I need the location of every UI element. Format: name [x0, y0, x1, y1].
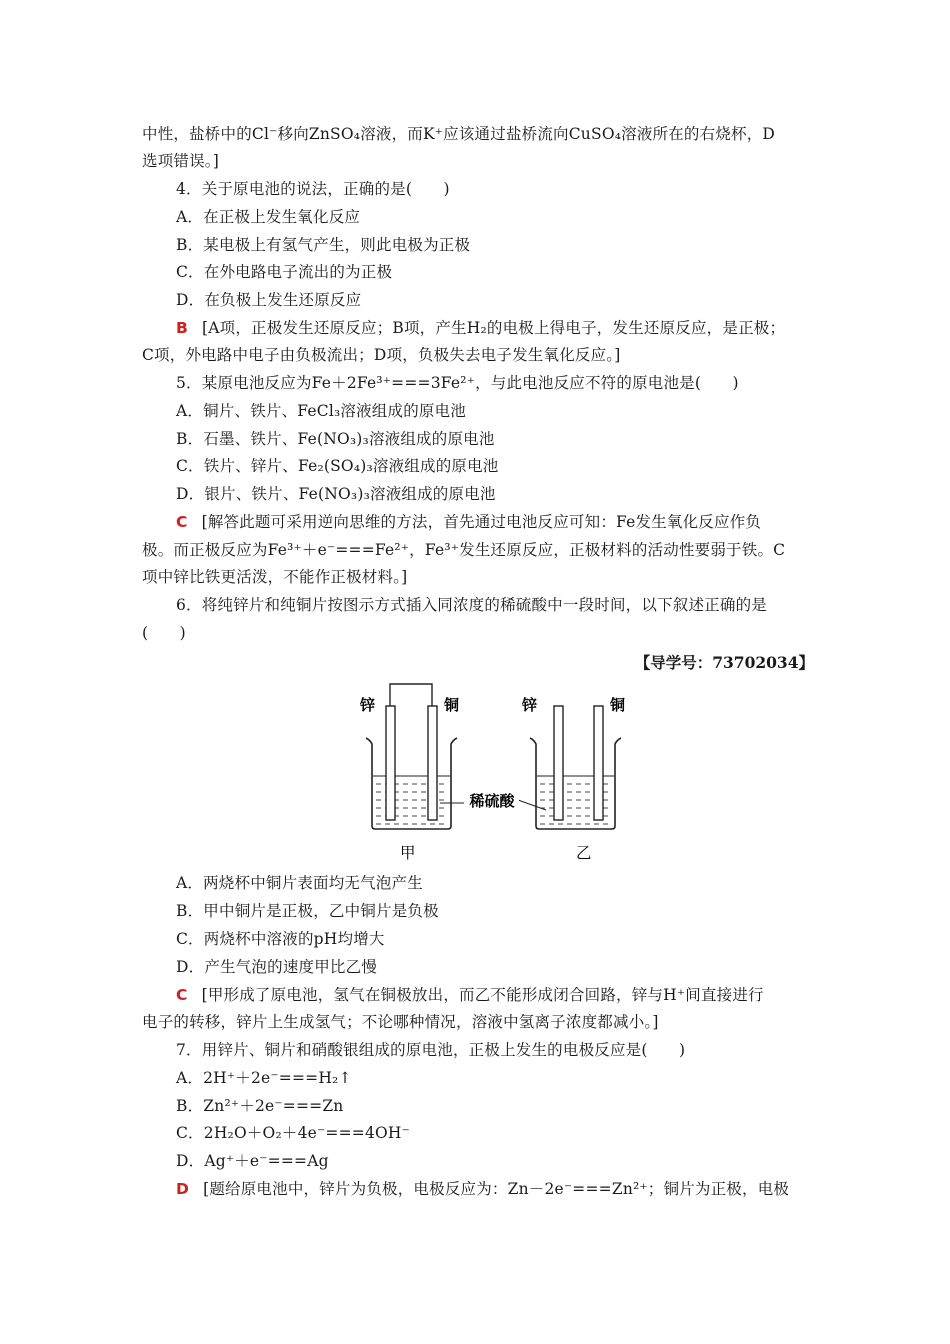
acid-label: 稀硫酸: [469, 792, 515, 810]
option-4a: A．在正极上发生氧化反应: [176, 208, 361, 226]
zinc-label: 锌: [522, 696, 538, 714]
text-line: 选项错误。]: [142, 152, 219, 170]
option-7b: B．Zn²⁺＋2e⁻===Zn: [176, 1097, 344, 1115]
answer-4: [176, 318, 816, 338]
option-5b: B．石墨、铁片、Fe(NO₃)₃溶液组成的原电池: [176, 430, 495, 448]
option-5d: D．银片、铁片、Fe(NO₃)₃溶液组成的原电池: [176, 485, 496, 503]
zinc-label: 锌: [360, 696, 376, 714]
answer-letter: C: [176, 986, 188, 1004]
option-5a: A．铜片、铁片、FeCl₃溶液组成的原电池: [176, 402, 467, 420]
option-4d: D．在负极上发生还原反应: [176, 291, 362, 309]
answer-5-cont: 项中锌比铁更活泼，不能作正极材料。]: [142, 568, 408, 586]
zinc-electrode: [386, 706, 395, 820]
answer-text: [题给原电池中，锌片为负极，电极反应为：Zn－2e⁻===Zn²⁺；铜片为正极，电极: [203, 1180, 790, 1198]
copper-electrode: [594, 706, 603, 820]
caption-jia: 甲: [400, 844, 416, 862]
option-6b: B．甲中铜片是正极，乙中铜片是负极: [176, 902, 439, 920]
option-6c: C．两烧杯中溶液的pH均增大: [176, 930, 385, 948]
answer-text: [解答此题可采用逆向思维的方法，首先通过电池反应可知：Fe发生氧化反应作负: [201, 513, 762, 531]
copper-label: 铜: [444, 696, 460, 714]
option-4c: C．在外电路电子流出的为正极: [176, 263, 393, 281]
answer-6-cont: 电子的转移，锌片上生成氢气；不论哪种情况，溶液中氢离子浓度都减小。]: [142, 1013, 659, 1031]
answer-letter: D: [176, 1180, 190, 1198]
connecting-wire: [390, 684, 432, 706]
question-5: 5．某原电池反应为Fe＋2Fe³⁺===3Fe²⁺，与此电池反应不符的原电池是( ): [176, 374, 739, 392]
question-4: 4．关于原电池的说法，正确的是( ): [176, 180, 450, 198]
answer-5-cont: 极。而正极反应为Fe³⁺＋e⁻===Fe²⁺，Fe³⁺发生还原反应，正极材料的活动性要弱于铁。C: [142, 541, 786, 559]
answer-6: [176, 985, 816, 1005]
question-6: 6．将纯锌片和纯铜片按图示方式插入同浓度的稀硫酸中一段时间，以下叙述正确的是: [176, 596, 767, 614]
option-6a: A．两烧杯中铜片表面均无气泡产生: [176, 874, 423, 892]
answer-4-cont: C项，外电路中电子由负极流出；D项，负极失去电子发生氧化反应。]: [142, 346, 621, 364]
guide-number: 【导学号：73702034】: [634, 653, 814, 672]
answer-letter: B: [176, 319, 189, 337]
option-7c: C．2H₂O＋O₂＋4e⁻===4OH⁻: [176, 1124, 411, 1142]
zinc-electrode: [554, 706, 563, 820]
option-4b: B．某电极上有氢气产生，则此电极为正极: [176, 236, 471, 254]
copper-label: 铜: [610, 696, 626, 714]
question-6-cont: ( ): [142, 624, 186, 642]
question-7: 7．用锌片、铜片和硝酸银组成的原电池，正极上发生的电极反应是( ): [176, 1041, 686, 1059]
option-7a: A．2H⁺＋2e⁻===H₂↑: [176, 1069, 352, 1087]
beaker-figure: [340, 676, 640, 866]
beaker-yi: [530, 706, 621, 829]
answer-5: [176, 512, 816, 532]
caption-yi: 乙: [576, 844, 592, 862]
option-6d: D．产生气泡的速度甲比乙慢: [176, 958, 378, 976]
option-5c: C．铁片、锌片、Fe₂(SO₄)₃溶液组成的原电池: [176, 457, 499, 475]
option-7d: D．Ag⁺＋e⁻===Ag: [176, 1152, 329, 1170]
answer-text: [A项，正极发生还原反应；B项，产生H₂的电极上得电子，发生还原反应，是正极；: [202, 319, 786, 337]
answer-text: [甲形成了原电池，氢气在铜极放出，而乙不能形成闭合回路，锌与H⁺间直接进行: [201, 986, 764, 1004]
text-line: 中性，盐桥中的Cl⁻移向ZnSO₄溶液，而K⁺应该通过盐桥流向CuSO₄溶液所在的右烧杯，D: [142, 125, 776, 143]
answer-letter: C: [176, 513, 188, 531]
answer-7: [176, 1179, 816, 1199]
copper-electrode: [428, 706, 437, 820]
